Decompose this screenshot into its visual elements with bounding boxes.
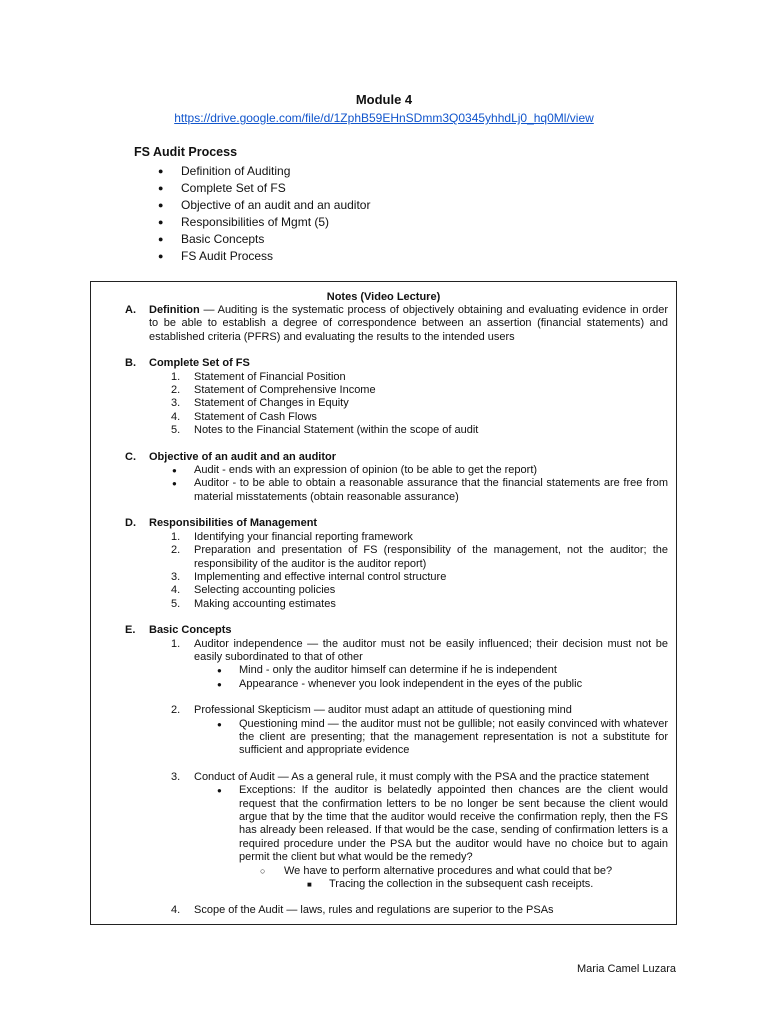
section-heading: Objective of an audit and an auditor	[149, 450, 337, 463]
drive-link[interactable]: https://drive.google.com/file/d/1ZphB59EHnSDmm3Q0345yhhdLj0_hq0Ml/view	[174, 111, 594, 125]
section-definition	[99, 304, 668, 344]
section-objective	[99, 451, 668, 505]
list-item: 3. Statement of Changes in Equity	[171, 397, 349, 410]
section-responsibilities	[99, 517, 668, 611]
section-letter: E.	[125, 624, 136, 637]
document-title: Module 4	[355, 92, 413, 107]
sub-list	[194, 664, 668, 691]
section-letter: C.	[125, 450, 136, 463]
author-name: Maria Camel Luzara	[577, 963, 677, 975]
list-item: 2. Professional Skepticism — auditor must adapt an attitude of questioning mind ● Questioning mind — the auditor must not be gullible; not easily convinced with whatever the client are presenting; that the management representation is not a substitute for sufficient and appropriate evidence	[149, 704, 668, 758]
bullet-list	[149, 464, 668, 504]
list-item: ● Mind - only the auditor himself can determine if he is independent	[194, 664, 668, 677]
list-item: ● Questioning mind — the auditor must not be gullible; not easily convinced with whatever the client are presenting; that the management representation is not a substitute for sufficient and appropriate evidence	[194, 718, 668, 758]
list-item: ○ We have to perform alternative procedures and what could that be? ■ Tracing the collection in the subsequent cash receipts.	[239, 865, 668, 892]
definition-body: — Auditing is the systematic process of objectively obtaining and evaluating evidence in order to be able to establish a degree of correspondence between an assertion (financial statements) and established criteria (PFRS) and evaluating the results to the intended users	[149, 304, 668, 343]
list-item: ■ Tracing the collection in the subsequent cash receipts.	[284, 878, 668, 891]
notes-box	[90, 281, 677, 925]
list-item: 4. Selecting accounting policies	[171, 584, 336, 597]
list-item: 4. Statement of Cash Flows	[171, 410, 317, 423]
section-letter: D.	[125, 517, 136, 530]
list-item: ● Definition of Auditing	[158, 163, 370, 180]
outline-heading: FS Audit Process	[134, 145, 238, 159]
section-heading: Basic Concepts	[149, 624, 232, 637]
outline-list	[158, 163, 370, 265]
notes-title: Notes (Video Lecture)	[326, 291, 441, 303]
numbered-list	[149, 371, 668, 438]
list-item: 4. Scope of the Audit — laws, rules and regulations are superior to the PSAs	[171, 904, 554, 917]
list-item: 2. Statement of Comprehensive Income	[171, 384, 376, 397]
sub-list	[239, 865, 668, 892]
definition-text	[149, 304, 668, 344]
list-item: ● Audit - ends with an expression of opinion (to be able to get the report)	[149, 464, 668, 477]
sub-list	[194, 718, 668, 758]
numbered-list	[149, 638, 668, 918]
section-letter: A.	[125, 304, 136, 316]
section-complete-set	[99, 357, 668, 437]
list-item: ● Complete Set of FS	[158, 180, 370, 197]
list-item: 1. Statement of Financial Position	[171, 370, 346, 383]
list-item: 2. Preparation and presentation of FS (responsibility of the management, not the auditor; the responsibility of the auditor is the auditor report)	[171, 544, 668, 570]
numbered-list	[149, 531, 668, 611]
list-item: ● Objective of an audit and an auditor	[158, 197, 370, 214]
section-heading: Complete Set of FS	[149, 357, 250, 370]
list-item: 1. Auditor independence — the auditor must not be easily influenced; their decision must not be easily subordinated to that of other ● Mind - only the auditor himself can determine if he is independent ● Appearance - whenever you look independent in the eyes of the public	[149, 638, 668, 692]
sub-list	[284, 878, 668, 891]
sub-list	[194, 784, 668, 891]
list-item: ● Exceptions: If the auditor is belatedly appointed then chances are the client would request that the confirmation letters to be no longer be sent because the client would argue that by the time that the auditor would receive the confirmation reply, then the FS has already been released. If that would be the case, sending of confirmation letters is a required procedure under the PSA but the auditor would have no choice but to again permit the client but what would be the remedy? ○ We have to perform alternative procedures and what could that be? ■ Tracing the collection in the subsequent cash receipts.	[194, 784, 668, 891]
section-letter: B.	[125, 357, 136, 370]
list-item: 3. Implementing and effective internal control structure	[171, 570, 447, 583]
list-item: ● FS Audit Process	[158, 248, 370, 265]
list-item: 3. Conduct of Audit — As a general rule, it must comply with the PSA and the practice statement ● Exceptions: If the auditor is belatedly appointed then chances are the client would request that the confirmation letters to be no longer be sent because the client would argue that by the time that the auditor would receive the confirmation reply, then the FS has already been released. If that would be the case, sending of confirmation letters is a required procedure under the PSA but the auditor would have no choice but to again permit the client but what would be the remedy? ○ We have to perform alternative procedures and what could that be? ■ Tracing the collection in the subsequent cash receipts.	[149, 771, 668, 892]
list-item: ● Basic Concepts	[158, 231, 370, 248]
list-item: ● Appearance - whenever you look independent in the eyes of the public	[194, 678, 668, 691]
list-item: 1. Identifying your financial reporting framework	[171, 530, 413, 543]
section-basic-concepts	[99, 624, 668, 918]
definition-label: Definition	[149, 304, 200, 316]
list-item: ● Auditor - to be able to obtain a reasonable assurance that the financial statements are free from material misstatements (obtain reasonable assurance)	[149, 477, 668, 504]
list-item: 5. Notes to the Financial Statement (within the scope of audit	[171, 424, 479, 437]
section-heading: Responsibilities of Management	[149, 517, 318, 530]
list-item: ● Responsibilities of Mgmt (5)	[158, 214, 370, 231]
list-item: 5. Making accounting estimates	[171, 597, 336, 610]
